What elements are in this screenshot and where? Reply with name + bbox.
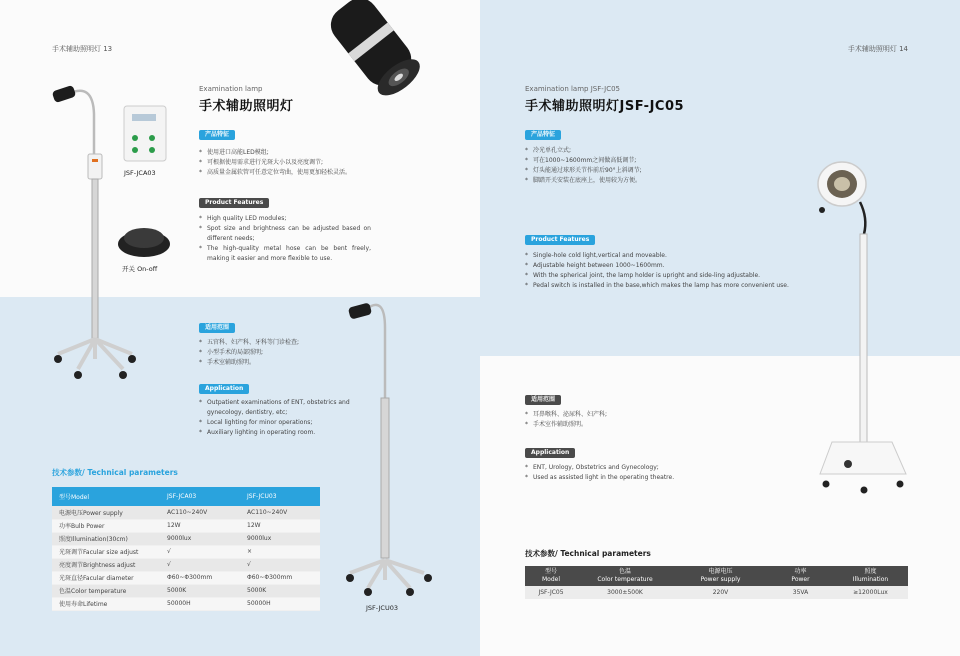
lamp-head-closeup-image [330, 0, 440, 95]
table-header [673, 566, 768, 586]
table-cell: JSF-JC05 [525, 586, 577, 599]
list-item: * Auxiliary lighting in operating room. [199, 428, 359, 438]
table-row [52, 571, 320, 584]
foot-switch-caption: 开关 On-off [122, 265, 158, 273]
table-row [52, 597, 320, 610]
table-cell: 5000K [240, 584, 320, 597]
table-header: 型号Model [52, 487, 160, 506]
table-cell: 220V [673, 586, 768, 599]
jc05-lamp-image [810, 158, 920, 498]
table-cell: 电源电压Power supply [52, 506, 160, 519]
table-cell: 9000lux [160, 532, 240, 545]
list-item: * 小型手术的局部照明; [199, 348, 369, 358]
table-cell: 9000lux [240, 532, 320, 545]
jcu03-caption: JSF-JCU03 [366, 604, 398, 612]
table-cell: 35VA [768, 586, 833, 599]
table-cell: 12W [160, 519, 240, 532]
table-cell: 亮度调节Brightness adjust [52, 558, 160, 571]
page-number: 手术辅助照明灯 14 [847, 45, 908, 53]
right-params-table [525, 566, 908, 599]
table-cell: √ [240, 558, 320, 571]
list-item: * Local lighting for minor operations; [199, 418, 359, 428]
table-cell: Φ60~Φ300mm [240, 571, 320, 584]
header-en: Power supply [700, 576, 741, 583]
table-row [52, 519, 320, 532]
list-item: * 可在1000~1600mm之间做高低调节; [525, 156, 725, 166]
list-item: * 可根据使用需求进行光斑大小以及亮度调节; [199, 158, 389, 168]
product-subtitle: Examination lamp [199, 85, 263, 93]
list-item: * Outpatient examinations of ENT, obstetrics and gynecology, dentistry, etc; [199, 398, 359, 418]
list-item: * 使用进口高能LED模组; [199, 148, 389, 158]
table-cell: ≥12000Lux [833, 586, 908, 599]
table-row [52, 506, 320, 519]
product-title: 手术辅助照明灯JSF-JC05 [525, 99, 685, 114]
features-cn-list [525, 146, 725, 186]
features-cn-badge: 产品特征 [525, 130, 561, 140]
scope-en-list [199, 398, 359, 438]
header-en: Model [541, 576, 560, 583]
features-cn-badge: 产品特征 [199, 130, 235, 140]
foot-switch-image [116, 220, 172, 260]
list-item: * 脚踏开关安装在底座上，使用较为方便。 [525, 176, 725, 186]
list-item: * High quality LED modules; [199, 214, 371, 224]
list-item: * Adjustable height between 1000~1600mm. [525, 261, 825, 271]
table-row [525, 586, 908, 599]
table-header-row [525, 566, 908, 586]
table-header: JSF-JCU03 [240, 487, 320, 506]
header-cn: 照度 [864, 568, 877, 575]
table-header-row [52, 487, 320, 506]
features-en-badge: Product Features [525, 235, 595, 245]
features-en-list [199, 214, 371, 264]
table-row [52, 584, 320, 597]
scope-cn-list [525, 410, 725, 430]
params-title: 技术参数/ Technical parameters [525, 549, 651, 558]
list-item: * 冷光单孔立式; [525, 146, 725, 156]
control-box-caption: JSF-JCA03 [124, 169, 156, 177]
list-item: * Used as assisted light in the operating theatre. [525, 473, 745, 483]
table-cell: 50000H [240, 597, 320, 610]
list-item: * Pedal switch is installed in the base,which makes the lamp has more convenient use. [525, 281, 825, 291]
product-title: 手术辅助照明灯 [199, 99, 294, 114]
table-cell: 色温Color temperature [52, 584, 160, 597]
table-cell: 使用寿命Lifetime [52, 597, 160, 610]
header-cn: 色温 [618, 568, 631, 575]
table-header [833, 566, 908, 586]
table-header: JSF-JCA03 [160, 487, 240, 506]
table-header [768, 566, 833, 586]
list-item: * 五官科、妇产科、牙科等门诊检查; [199, 338, 369, 348]
table-header [577, 566, 673, 586]
header-cn: 功率 [794, 568, 807, 575]
scope-en-badge: Application [199, 384, 249, 394]
header-cn: 电源电压 [708, 568, 733, 575]
table-row [52, 532, 320, 545]
table-cell: 光斑直径Facular diameter [52, 571, 160, 584]
table-row [52, 558, 320, 571]
table-cell: 3000±500K [577, 586, 673, 599]
scope-en-list [525, 463, 745, 483]
header-en: Power [791, 576, 810, 583]
list-item: * The high-quality metal hose can be bent freely, making it easier and more flexible to use. [199, 244, 371, 264]
table-cell: AC110~240V [160, 506, 240, 519]
table-cell: √ [160, 545, 240, 558]
table-cell: Φ60~Φ300mm [160, 571, 240, 584]
table-cell: AC110~240V [240, 506, 320, 519]
scope-en-badge: Application [525, 448, 575, 458]
list-item: * 高质量金属软管可任意定位弯曲，使用更加轻松灵活。 [199, 168, 389, 178]
table-cell: 5000K [160, 584, 240, 597]
table-cell: 50000H [160, 597, 240, 610]
list-item: * ENT, Urology, Obstetrics and Gynecology; [525, 463, 745, 473]
features-en-list [525, 251, 825, 291]
right-page [480, 0, 960, 656]
header-en: Color temperature [597, 576, 653, 583]
list-item: * Single-hole cold light,vertical and moveable. [525, 251, 825, 261]
table-cell: 光斑调节Facular size adjust [52, 545, 160, 558]
header-cn: 型号 [544, 568, 557, 575]
table-cell: × [240, 545, 320, 558]
jcu03-lamp-image [340, 298, 440, 598]
table-cell: √ [160, 558, 240, 571]
list-item: * Spot size and brightness can be adjusted based on different needs; [199, 224, 371, 244]
list-item: * 手术室辅助照明。 [199, 358, 369, 368]
list-item: * With the spherical joint, the lamp holder is upright and side-ling adjustable. [525, 271, 825, 281]
list-item: * 灯头能通过球形关节作前后90°上斜调节; [525, 166, 725, 176]
table-cell: 照度Illumination(30cm) [52, 532, 160, 545]
list-item: * 手术室作辅助照明。 [525, 420, 725, 430]
product-subtitle: Examination lamp JSF-JC05 [525, 85, 621, 93]
header-en: Illumination [852, 576, 889, 583]
params-title: 技术参数/ Technical parameters [52, 468, 178, 477]
table-row [52, 545, 320, 558]
scope-cn-badge: 适用范围 [199, 323, 235, 333]
features-cn-list [199, 148, 389, 178]
table-cell: 功率Bulb Power [52, 519, 160, 532]
table-header [525, 566, 577, 586]
table-cell: 12W [240, 519, 320, 532]
list-item: * 耳鼻喉科、泌尿科、妇产科; [525, 410, 725, 420]
left-params-table [52, 487, 320, 611]
features-en-badge: Product Features [199, 198, 269, 208]
control-box-image [122, 104, 168, 164]
scope-cn-badge: 适用范围 [525, 395, 561, 405]
page-number: 手术辅助照明灯 13 [52, 45, 113, 53]
